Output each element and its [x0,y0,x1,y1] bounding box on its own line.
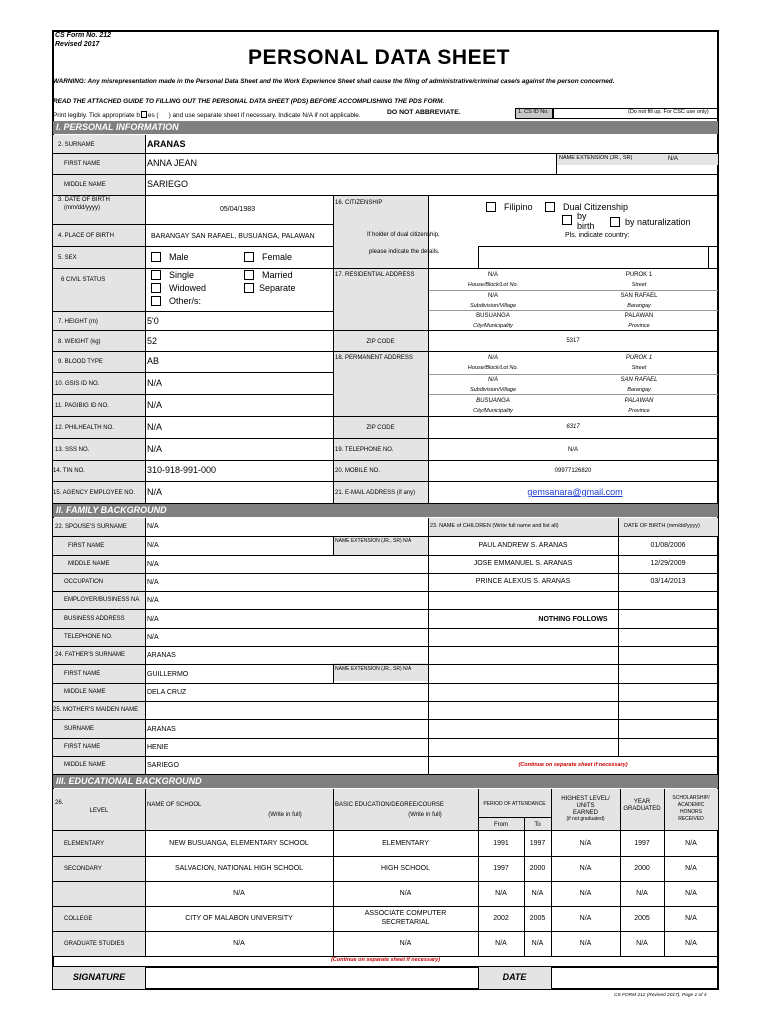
edu-school[interactable]: N/A [233,890,245,897]
children-dob-label: DATE OF BIRTH (mm/dd/yyyy) [624,523,700,529]
family-continue-note: (Continue on separate sheet if necessary) [518,762,628,768]
edu-year[interactable]: N/A [636,890,648,897]
cs-id-label: 1. CS ID No. [518,109,549,115]
employer-label: EMPLOYER/BUSINESS NA [64,597,140,603]
father-surname-label: 24. FATHER'S SURNAME [55,652,126,658]
section-educational-background: III. EDUCATIONAL BACKGROUND [53,775,718,788]
civil-separated-label: Separate [259,283,296,293]
agency-value[interactable]: N/A [147,487,163,497]
col-from: From [494,822,508,828]
edu-to[interactable]: N/A [531,890,544,897]
col-highest-3: EARNED [572,810,598,816]
tin-label: 14. TIN NO. [53,468,85,474]
perm-zip[interactable]: 6317 [566,424,580,430]
filipino-label: Filipino [504,202,533,212]
edu-year[interactable]: 2000 [634,865,650,872]
employer-value[interactable]: N/A [147,597,159,604]
page-footer-note: CS FORM 212 (Revised 2017), Page 1 of 4 [614,993,707,998]
perm-house-label: House/Block/Lot No. [467,365,519,371]
col-year-2: GRADUATED [623,806,661,812]
res-house-label: House/Block/Lot No. [467,282,519,288]
telephone-label: 19. TELEPHONE NO. [335,447,394,453]
signature-field[interactable] [146,968,477,988]
philhealth-value[interactable]: N/A [147,422,163,432]
father-middle-label: MIDDLE NAME [64,689,106,695]
civil-status-label: 6 CIVIL STATUS [61,277,106,283]
dual-note-2: please indicate the details. [369,249,440,255]
edu-honors[interactable]: N/A [685,940,697,947]
email-value[interactable]: gemsanara@gmail.com [527,487,623,497]
gsis-label: 10. GSIS ID NO. [55,381,100,387]
edu-from[interactable]: 2002 [493,915,509,922]
section-personal-info: I. PERSONAL INFORMATION [53,121,718,134]
mother-first-value[interactable]: HENIE [147,744,169,751]
height-value[interactable]: 5'0 [147,316,159,326]
col-to: To [534,822,541,828]
edu-highest[interactable]: N/A [579,915,592,922]
perm-house[interactable]: N/A [487,355,498,361]
pagibig-value[interactable]: N/A [147,400,163,410]
firstname-value[interactable]: ANNA JEAN [147,158,198,168]
spouse-middle-value[interactable]: N/A [147,561,159,568]
civil-separated-checkbox[interactable] [244,283,254,293]
res-street[interactable]: PUROK 1 [625,272,653,278]
col-scholar-1: SCHOLARSHIP/ [672,795,710,801]
edu-honors[interactable]: N/A [685,865,697,872]
col-school: NAME OF SCHOOL [147,802,202,808]
res-city[interactable]: BUSUANGA [476,313,510,319]
perm-city[interactable]: BUSUANGA [476,398,510,404]
firstname-label: FIRST NAME [64,161,101,167]
indicate-country-label: Pls. indicate country: [565,232,630,239]
edu-highest[interactable]: N/A [579,940,592,947]
col-level: LEVEL [89,808,109,814]
dual-label: Dual Citizenship [563,202,629,212]
father-first-value[interactable]: GUILLERMO [147,671,189,678]
child-dob[interactable]: 01/08/2006 [650,542,686,549]
cs-id-note: (Do not fill up. For CSC use only) [628,109,709,115]
sss-value[interactable]: N/A [147,444,163,454]
res-barangay[interactable]: SAN RAFAEL [620,293,658,299]
email-label: 21. E-MAIL ADDRESS (if any) [335,490,416,496]
signature-label: SIGNATURE [72,972,126,982]
mother-middle-label: MIDDLE NAME [64,762,106,768]
name-ext-label: NAME EXTENSION (JR., SR) [559,155,633,161]
child-dob[interactable]: 03/14/2013 [650,578,686,585]
pob-value[interactable]: BARANGAY SAN RAFAEL, BUSUANGA, PALAWAN [151,233,315,240]
col-highest-1: HIGHEST LEVEL/ [561,796,610,802]
permanent-label: 18. PERMANENT ADDRESS [335,355,413,361]
residential-label: 17. RESIDENTIAL ADDRESS [335,272,415,278]
pob-label: 4. PLACE OF BIRTH [58,233,114,239]
perm-barangay[interactable]: SAN RAFAEL [620,377,658,383]
date-field[interactable] [552,968,717,988]
edu-course-line-2[interactable]: SECRETARIAL [381,919,430,926]
res-barangay-label: Barangay [627,303,651,309]
nothing-follows: NOTHING FOLLOWS [538,616,608,623]
edu-course[interactable]: HIGH SCHOOL [380,865,430,872]
weight-value[interactable]: 52 [147,336,158,346]
dob-label: 3. DATE OF BIRTH [58,197,110,203]
children-label: 23. NAME of CHILDREN (Write full name and list all) [430,523,559,529]
mother-surname-label: SURNAME [64,726,95,732]
civil-married-label: Married [262,270,293,280]
mother-surname-value[interactable]: ARANAS [147,726,176,733]
civil-married-checkbox[interactable] [244,270,254,280]
edu-school[interactable]: SALVACION, NATIONAL HIGH SCHOOL [174,865,304,872]
edu-year[interactable]: 1997 [634,840,650,847]
occupation-value[interactable]: N/A [147,579,159,586]
dob-value[interactable]: 05/04/1983 [220,206,256,213]
form-number: CS Form No. 212 [55,32,112,39]
sss-label: 13. SSS NO. [55,447,90,453]
perm-street[interactable]: PUROK 1 [625,355,653,361]
perm-subdivision-label: Subdivision/Village [469,387,517,393]
by-birth-label-2: birth [577,221,595,231]
spouse-surname-value[interactable]: N/A [147,523,159,530]
by-naturalization-label: by naturalization [625,217,691,227]
col-year-1: YEAR [633,799,651,805]
res-house[interactable]: N/A [487,272,498,278]
edu-level: ELEMENTARY [64,841,105,847]
father-surname-value[interactable]: ARANAS [147,652,176,659]
res-subdivision-label: Subdivision/Village [469,303,517,309]
civil-single-label: Single [169,270,195,280]
agency-label: 15. AGENCY EMPLOYEE NO. [53,490,135,496]
res-zip[interactable]: 5317 [566,338,580,344]
edu-honors[interactable]: N/A [685,915,697,922]
surname-label: 2. SURNAME [58,142,95,148]
blood-type-label: 9. BLOOD TYPE [58,359,103,365]
dob-format-label: (mm/dd/yyyy) [64,205,100,211]
perm-province-label: Province [628,408,650,414]
col-scholar-3: HONORS [680,809,702,815]
edu-course[interactable]: ELEMENTARY [382,840,429,847]
edu-school[interactable]: NEW BUSUANGA, ELEMENTARY SCHOOL [169,840,309,847]
father-first-label: FIRST NAME [64,671,101,677]
edu-from[interactable]: N/A [495,940,507,947]
middlename-value[interactable]: SARIEGO [147,179,189,189]
edu-to[interactable]: 2005 [529,915,546,922]
edu-honors[interactable]: N/A [685,890,697,897]
spouse-surname-label: 22. SPOUSE'S SURNAME [55,524,127,530]
child-name[interactable]: JOSE EMMANUEL S. ARANAS [473,560,573,567]
do-not-abbreviate: DO NOT ABBREVIATE. [387,109,461,116]
edu-from[interactable]: 1997 [493,865,509,872]
page-title: PERSONAL DATA SHEET [248,46,510,69]
edu-year[interactable]: N/A [636,940,648,947]
col-period: PERIOD OF ATTENDANCE [483,801,546,807]
father-ext-label: NAME EXTENSION (JR., SR) N/A [335,666,412,672]
edu-highest[interactable]: N/A [579,840,592,847]
edu-course[interactable]: N/A [399,940,412,947]
civil-widowed-label: Widowed [169,283,207,293]
dual-checkbox[interactable] [545,202,555,212]
citizenship-label: 16. CITIZENSHIP [335,200,383,206]
child-name[interactable]: PRINCE ALEXUS S. ARANAS [475,578,571,585]
res-province[interactable]: PALAWAN [624,313,654,319]
philhealth-label: 12. PHILHEALTH NO. [55,425,114,431]
pagibig-label: 11. PAGIBIG ID NO. [55,403,109,409]
by-birth-label-1: by [577,211,587,221]
edu-highest[interactable]: N/A [579,890,592,897]
col-scholar-2: ACADEMIC [677,802,705,808]
spouse-telephone-value[interactable]: N/A [147,634,159,641]
edu-course-line-1[interactable]: ASSOCIATE COMPUTER [364,910,447,917]
perm-subdivision[interactable]: N/A [487,377,498,383]
name-ext-value[interactable]: N/A [668,156,679,162]
business-address-value[interactable]: N/A [147,616,159,623]
gsis-value[interactable]: N/A [147,378,163,388]
res-city-label: City/Municipality [473,323,513,329]
spouse-first-label: FIRST NAME [68,543,105,549]
edu-level: COLLEGE [64,916,93,922]
perm-zip-label: ZIP CODE [366,425,395,431]
form-revised: Revised 2017 [55,41,100,48]
education-continue-note: (Continue on separate sheet if necessary) [330,957,441,963]
sex-female-checkbox[interactable] [244,252,254,262]
col-school-note: (Write in full) [268,812,302,818]
perm-city-label: City/Municipality [473,408,513,414]
col-highest-2: UNITS [576,803,595,809]
edu-from[interactable]: 1991 [493,840,509,847]
dual-note-1: If holder of dual citizenship, [367,232,440,238]
edu-course[interactable]: N/A [399,890,412,897]
surname-value[interactable]: ARANAS [147,139,186,149]
edu-school[interactable]: N/A [233,940,245,947]
edu-to[interactable]: N/A [531,940,544,947]
mobile-value[interactable]: 09977126820 [554,468,592,474]
col-scholar-4: RECEIVED [678,816,704,822]
filipino-checkbox[interactable] [486,202,496,212]
section-family-background: II. FAMILY BACKGROUND [53,504,718,517]
col-highest-4: (if not graduated) [566,816,605,822]
res-subdivision[interactable]: N/A [487,293,498,299]
civil-widowed-checkbox[interactable] [151,283,161,293]
edu-to[interactable]: 2000 [529,865,546,872]
perm-street-label: Street [631,365,647,371]
perm-province[interactable]: PALAWAN [624,398,654,404]
business-address-label: BUSINESS ADDRESS [64,616,125,622]
edu-highest[interactable]: N/A [579,865,592,872]
sex-label: 5. SEX [58,255,77,261]
height-label: 7. HEIGHT (m) [58,319,98,325]
child-dob[interactable]: 12/29/2009 [650,560,686,567]
date-label: DATE [502,972,527,982]
child-name[interactable]: PAUL ANDREW S. ARANAS [478,542,568,549]
civil-others-label: Other/s: [169,296,202,306]
col-course: BASIC EDUCATION/DEGREE/COURSE [335,802,444,808]
col-course-note: (Write in full) [408,812,442,818]
mother-first-label: FIRST NAME [64,744,101,750]
education-num: 26. [55,800,64,806]
spouse-middle-label: MIDDLE NAME [68,561,110,567]
edu-level: SECONDARY [64,866,102,872]
read-guide-text: READ THE ATTACHED GUIDE TO FILLING OUT THE PERSONAL DATA SHEET (PDS) BEFORE ACCOMPLISHING THE PDS FORM. [53,98,445,105]
telephone-value[interactable]: N/A [567,447,578,453]
perm-barangay-label: Barangay [627,387,651,393]
edu-school[interactable]: CITY OF MALABON UNIVERSITY [185,915,293,922]
res-street-label: Street [631,282,647,288]
sex-male-checkbox[interactable] [151,252,161,262]
edu-year[interactable]: 2005 [634,915,650,922]
father-middle-value[interactable]: DELA CRUZ [147,689,187,696]
tin-value[interactable]: 310-918-991-000 [147,465,217,475]
edu-honors[interactable]: N/A [685,840,697,847]
res-province-label: Province [628,323,650,329]
occupation-label: OCCUPATION [64,579,104,585]
warning-text: WARNING: Any misrepresentation made in the Personal Data Sheet and the Work Experience Sheet shall cause the filing of administrative/criminal case/s against the person concerned. [53,78,615,85]
weight-label: 8. WEIGHT (kg) [58,339,101,345]
sex-male-label: Male [169,252,189,262]
sex-female-label: Female [262,252,293,262]
edu-level: GRADUATE STUDIES [64,941,125,947]
by-naturalization-checkbox[interactable] [610,217,620,227]
blood-type-value[interactable]: AB [147,356,160,366]
middlename-label: MIDDLE NAME [64,182,106,188]
civil-single-checkbox[interactable] [151,270,161,280]
mobile-label: 20. MOBILE NO. [335,468,381,474]
instruction-text: Print legibly. Tick appropriate b es ( ) and use separate sheet if necessary. Indicate N/A if not applicable. [53,112,361,119]
mother-middle-value[interactable]: SARIEGO [147,762,179,769]
edu-to[interactable]: 1997 [529,840,546,847]
civil-others-checkbox[interactable] [151,296,161,306]
res-zip-label: ZIP CODE [366,339,395,345]
mother-label: 25. MOTHER'S MAIDEN NAME [53,707,139,713]
by-birth-checkbox[interactable] [562,215,572,225]
spouse-ext-label: NAME EXTENSION (JR., SR) N/A [335,538,412,544]
spouse-telephone-label: TELEPHONE NO. [64,634,113,640]
edu-from[interactable]: N/A [495,890,507,897]
spouse-first-value[interactable]: N/A [147,542,159,549]
